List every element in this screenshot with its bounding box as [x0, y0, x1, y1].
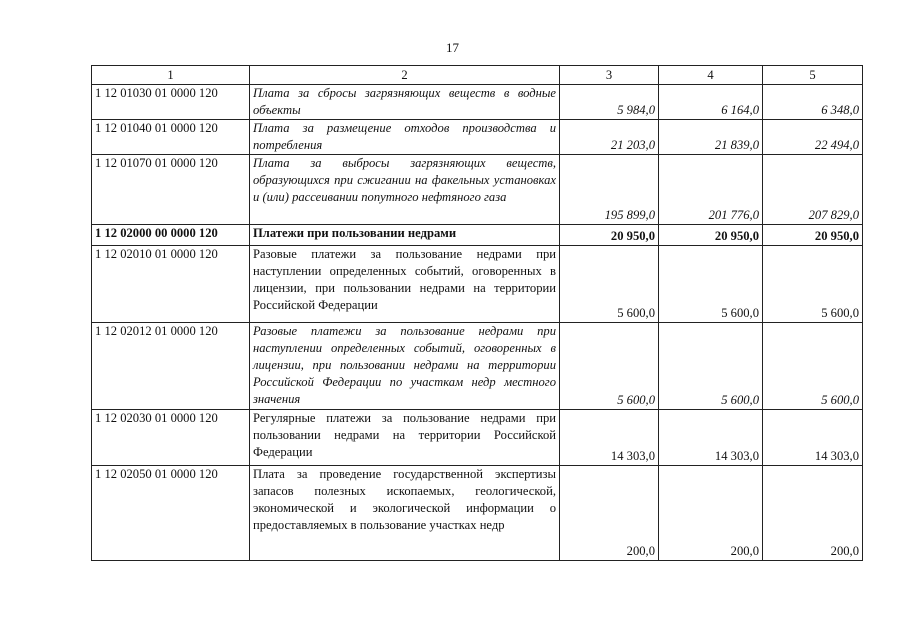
value-cell-col5: 5 600,0 — [763, 323, 863, 410]
description-cell: Плата за выбросы загрязняющих веществ, образующихся при сжигании на факельных установках и (или) рассеивании попутного нефтяного газа — [250, 155, 560, 225]
table-row — [92, 466, 863, 561]
table-row — [92, 155, 863, 225]
budget-code-cell: 1 12 01030 01 0000 120 — [92, 85, 250, 120]
table-header-row — [92, 66, 863, 85]
column-header: 2 — [250, 66, 560, 85]
value-cell-col3: 5 600,0 — [560, 323, 659, 410]
value-cell-col4: 5 600,0 — [659, 246, 763, 323]
value-cell-col3: 14 303,0 — [560, 410, 659, 466]
value-cell-col3: 5 600,0 — [560, 246, 659, 323]
description-cell: Разовые платежи за пользование недрами при наступлении определенных событий, оговоренных в лицензии, при пользовании недрами на территории Российской Федерации — [250, 246, 560, 323]
value-cell-col4: 20 950,0 — [659, 225, 763, 246]
column-header: 3 — [560, 66, 659, 85]
page-number: 17 — [446, 40, 459, 55]
budget-code-cell: 1 12 02030 01 0000 120 — [92, 410, 250, 466]
description-cell: Плата за сбросы загрязняющих веществ в водные объекты — [250, 85, 560, 120]
column-header: 4 — [659, 66, 763, 85]
value-cell-col3: 195 899,0 — [560, 155, 659, 225]
budget-code-cell: 1 12 02012 01 0000 120 — [92, 323, 250, 410]
value-cell-col5: 20 950,0 — [763, 225, 863, 246]
description-cell: Регулярные платежи за пользование недрами при пользовании недрами на территории Российской Федерации — [250, 410, 560, 466]
table-row — [92, 410, 863, 466]
column-header: 5 — [763, 66, 863, 85]
table-row — [92, 120, 863, 155]
value-cell-col3: 5 984,0 — [560, 85, 659, 120]
value-cell-col4: 200,0 — [659, 466, 763, 561]
description-cell: Разовые платежи за пользование недрами при наступлении определенных событий, оговоренных в лицензии, при пользовании недрами на территории Российской Федерации по участкам недр местного значения — [250, 323, 560, 410]
description-cell: Плата за проведение государственной экспертизы запасов полезных ископаемых, геологической, экономической и экологической информации о предоставляемых в пользование участках недр — [250, 466, 560, 561]
table-row — [92, 246, 863, 323]
budget-code-cell: 1 12 02050 01 0000 120 — [92, 466, 250, 561]
table-row-section-total — [92, 225, 863, 246]
value-cell-col3: 200,0 — [560, 466, 659, 561]
budget-table — [91, 65, 863, 561]
column-header: 1 — [92, 66, 250, 85]
value-cell-col3: 20 950,0 — [560, 225, 659, 246]
value-cell-col5: 207 829,0 — [763, 155, 863, 225]
value-cell-col3: 21 203,0 — [560, 120, 659, 155]
value-cell-col4: 5 600,0 — [659, 323, 763, 410]
table-row — [92, 323, 863, 410]
value-cell-col5: 5 600,0 — [763, 246, 863, 323]
description-cell: Плата за размещение отходов производства и потребления — [250, 120, 560, 155]
budget-code-cell: 1 12 01070 01 0000 120 — [92, 155, 250, 225]
description-cell: Платежи при пользовании недрами — [250, 225, 560, 246]
value-cell-col4: 14 303,0 — [659, 410, 763, 466]
budget-code-cell: 1 12 02000 00 0000 120 — [92, 225, 250, 246]
table-row — [92, 85, 863, 120]
value-cell-col5: 14 303,0 — [763, 410, 863, 466]
value-cell-col5: 200,0 — [763, 466, 863, 561]
budget-code-cell: 1 12 02010 01 0000 120 — [92, 246, 250, 323]
value-cell-col4: 6 164,0 — [659, 85, 763, 120]
budget-code-cell: 1 12 01040 01 0000 120 — [92, 120, 250, 155]
value-cell-col4: 201 776,0 — [659, 155, 763, 225]
value-cell-col5: 6 348,0 — [763, 85, 863, 120]
value-cell-col4: 21 839,0 — [659, 120, 763, 155]
value-cell-col5: 22 494,0 — [763, 120, 863, 155]
